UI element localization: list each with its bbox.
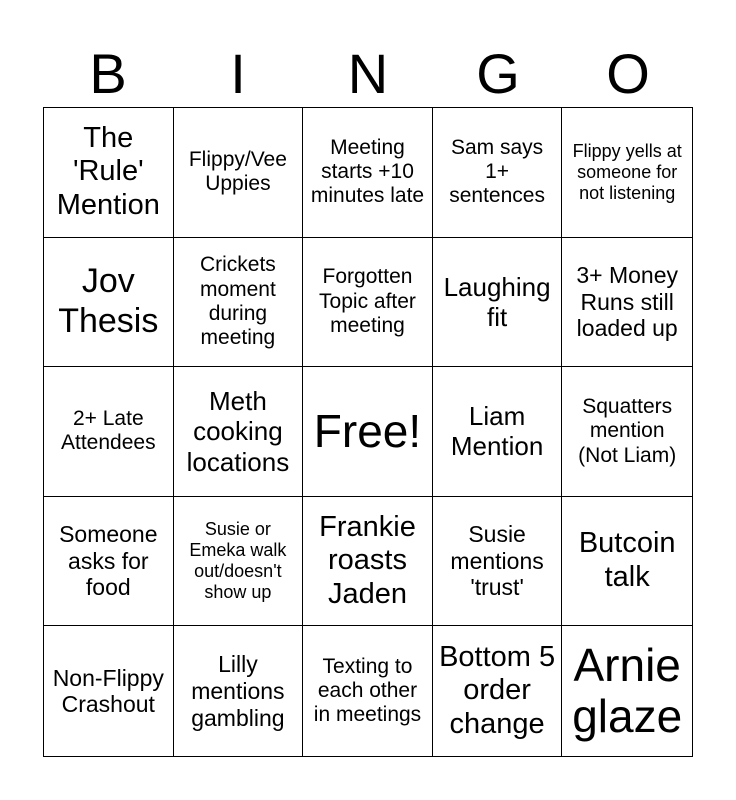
bingo-cell[interactable] (433, 367, 563, 497)
cell-label: Lilly mentions gambling (191, 651, 285, 731)
cell-label: Butcoin talk (578, 527, 676, 594)
bingo-cell[interactable] (303, 497, 433, 627)
bingo-cell[interactable] (303, 238, 433, 368)
bingo-cell[interactable] (562, 497, 692, 627)
cell-label: Flippy yells at someone for not listening (572, 140, 682, 203)
cell-label: Crickets moment during meeting (199, 253, 276, 350)
bingo-cell[interactable] (562, 238, 692, 368)
bingo-cell[interactable] (174, 108, 304, 238)
bingo-cell[interactable] (174, 367, 304, 497)
cell-label: Squatters mention (Not Liam) (578, 394, 677, 467)
bingo-cell[interactable] (433, 626, 563, 756)
bingo-cell[interactable] (303, 626, 433, 756)
cell-label: The 'Rule' Mention (56, 121, 160, 222)
bingo-cell[interactable] (562, 367, 692, 497)
bingo-board (43, 107, 693, 757)
cell-label: Sam says 1+ sentences (449, 135, 545, 208)
bingo-cell[interactable] (44, 497, 174, 627)
cell-label: Flippy/Vee Uppies (188, 147, 287, 196)
cell-label: Non-Flippy Crashout (52, 664, 164, 718)
bingo-cell[interactable] (562, 626, 692, 756)
free-space-label: Free! (313, 404, 422, 457)
header-letter-b: B (89, 42, 127, 105)
bingo-cell[interactable] (433, 108, 563, 238)
bingo-cell[interactable] (433, 497, 563, 627)
header-letter-g: G (476, 42, 520, 105)
cell-label: Frankie roasts Jaden (319, 510, 416, 610)
cell-label: 2+ Late Attendees (61, 407, 156, 455)
bingo-cell[interactable] (44, 238, 174, 368)
bingo-cell-free[interactable] (303, 367, 433, 497)
cell-label: Jov Thesis (58, 262, 159, 340)
cell-label: Susie mentions 'trust' (450, 521, 544, 601)
cell-label: Forgotten Topic after meeting (319, 265, 416, 338)
cell-label: Bottom 5 order change (439, 640, 556, 740)
bingo-cell[interactable] (174, 497, 304, 627)
bingo-cell[interactable] (433, 238, 563, 368)
bingo-cell[interactable] (44, 626, 174, 756)
bingo-cell[interactable] (44, 367, 174, 497)
header-letter-o: O (606, 42, 650, 105)
cell-label: Arnie glaze (572, 638, 683, 743)
cell-label: Susie or Emeka walk out/doesn't show up (189, 519, 287, 602)
cell-label: Meeting starts +10 minutes late (310, 135, 425, 208)
bingo-cell[interactable] (174, 626, 304, 756)
header-letter-i: I (230, 42, 246, 105)
bingo-cell[interactable] (303, 108, 433, 238)
cell-label: Liam Mention (450, 401, 544, 462)
cell-label: 3+ Money Runs still loaded up (576, 261, 679, 342)
cell-label: Laughing fit (443, 271, 551, 332)
bingo-cell[interactable] (44, 108, 174, 238)
bingo-cell[interactable] (174, 238, 304, 368)
bingo-header (43, 40, 693, 108)
bingo-cell[interactable] (562, 108, 692, 238)
cell-label: Someone asks for food (59, 521, 158, 601)
cell-label: Meth cooking locations (186, 386, 290, 477)
header-letter-n: N (347, 42, 389, 105)
cell-label: Texting to each other in meetings (313, 654, 422, 727)
